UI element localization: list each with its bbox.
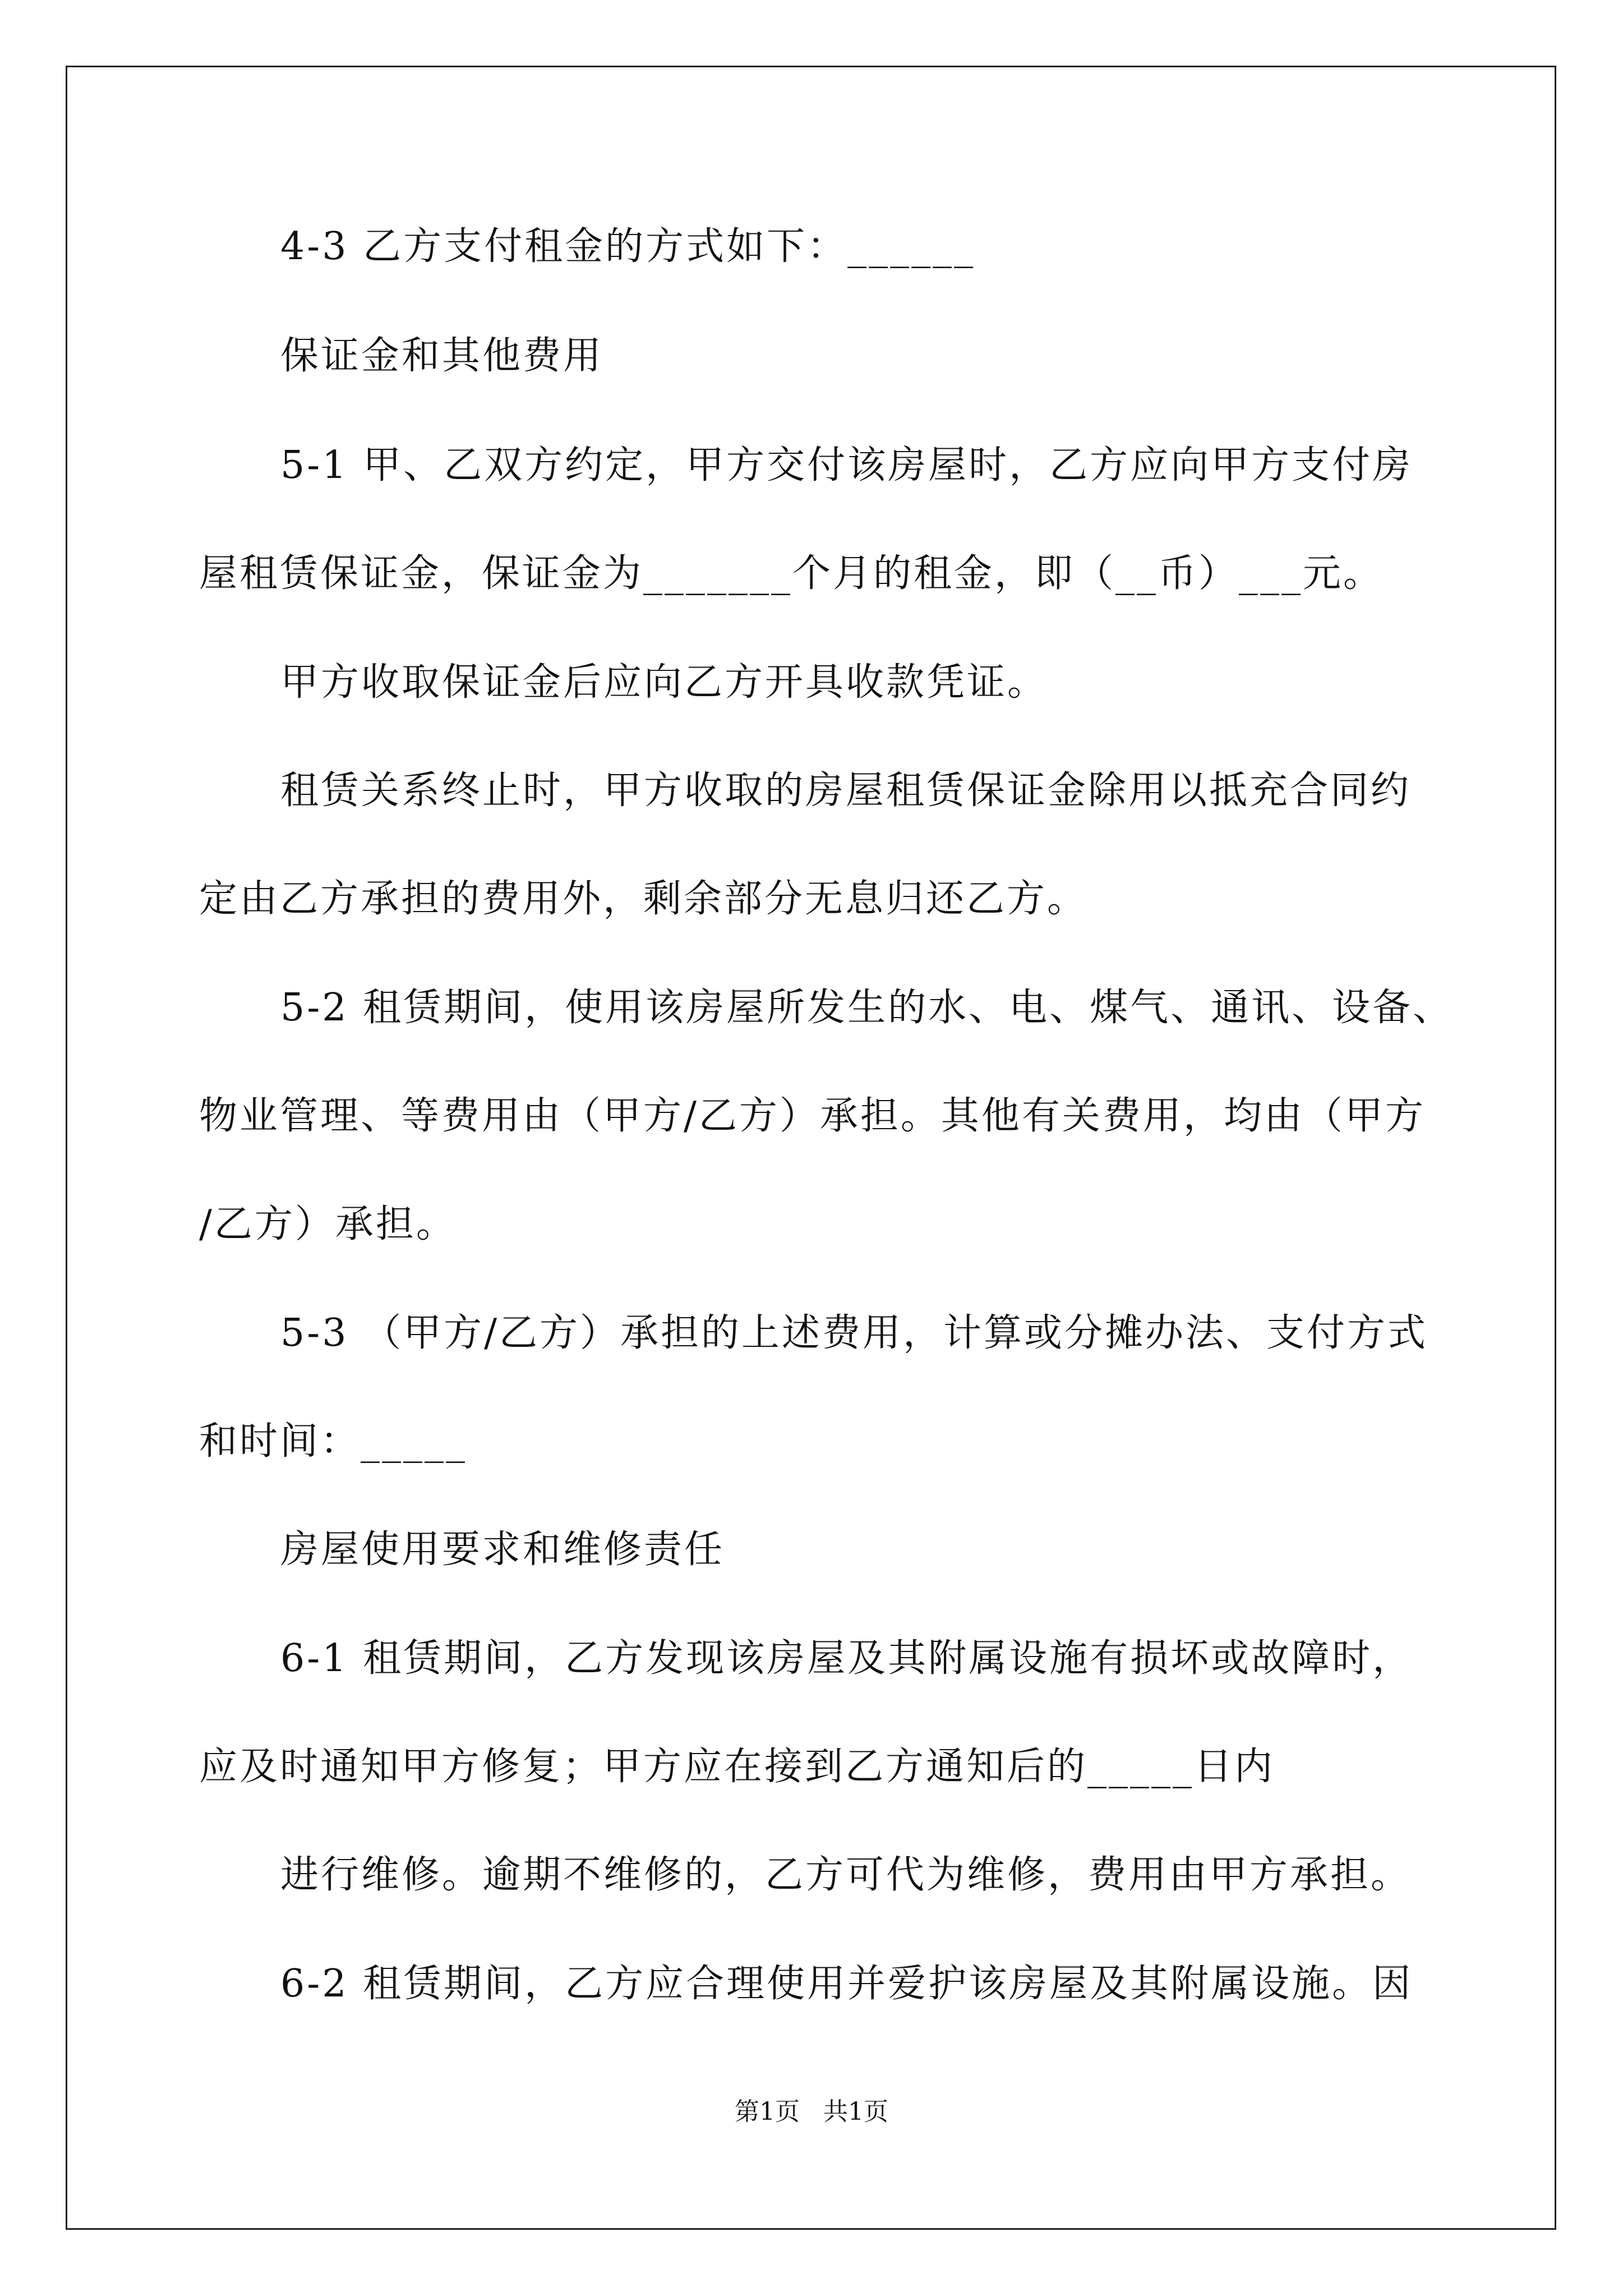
text-line: 5-1 甲、乙双方约定，甲方交付该房屋时，乙方应向甲方支付房 [280, 443, 1413, 487]
text-line: 6-1 租赁期间，乙方发现该房屋及其附属设施有损坏或故障时， [280, 1636, 1413, 1681]
text-line: 5-3 （甲方/乙方）承担的上述费用，计算或分摊办法、支付方式 [280, 1311, 1428, 1355]
text-line: 物业管理、等费用由（甲方/乙方）承担。其他有关费用，均由（甲方 [199, 1094, 1426, 1138]
text-line: 定由乙方承担的费用外，剩余部分无息归还乙方。 [199, 877, 1088, 921]
text-line: 甲方收取保证金后应向乙方开具收款凭证。 [280, 660, 1048, 705]
page-frame [66, 66, 1556, 2230]
text-line: 租赁关系终止时，甲方收取的房屋租赁保证金除用以抵充合同约 [280, 769, 1412, 813]
text-line: 和时间：_____ [199, 1419, 468, 1464]
text-line: 应及时通知甲方修复；甲方应在接到乙方通知后的_____日内 [199, 1745, 1275, 1789]
text-line: 6-2 租赁期间，乙方应合理使用并爱护该房屋及其附属设施。因 [280, 1962, 1413, 2006]
text-line: 屋租赁保证金，保证金为_______个月的租金，即（__币）___元。 [199, 551, 1384, 596]
text-line: /乙方）承担。 [199, 1202, 457, 1246]
text-line: 4-3 乙方支付租金的方式如下：______ [280, 224, 976, 269]
text-line: 进行维修。逾期不维修的，乙方可代为维修，费用由甲方承担。 [280, 1853, 1412, 1897]
page-footer: 第1页 共1页 [735, 2097, 888, 2126]
section-heading: 保证金和其他费用 [280, 334, 604, 378]
text-line: 5-2 租赁期间，使用该房屋所发生的水、电、煤气、通讯、设备、 [280, 986, 1454, 1030]
section-heading: 房屋使用要求和维修责任 [280, 1527, 725, 1572]
